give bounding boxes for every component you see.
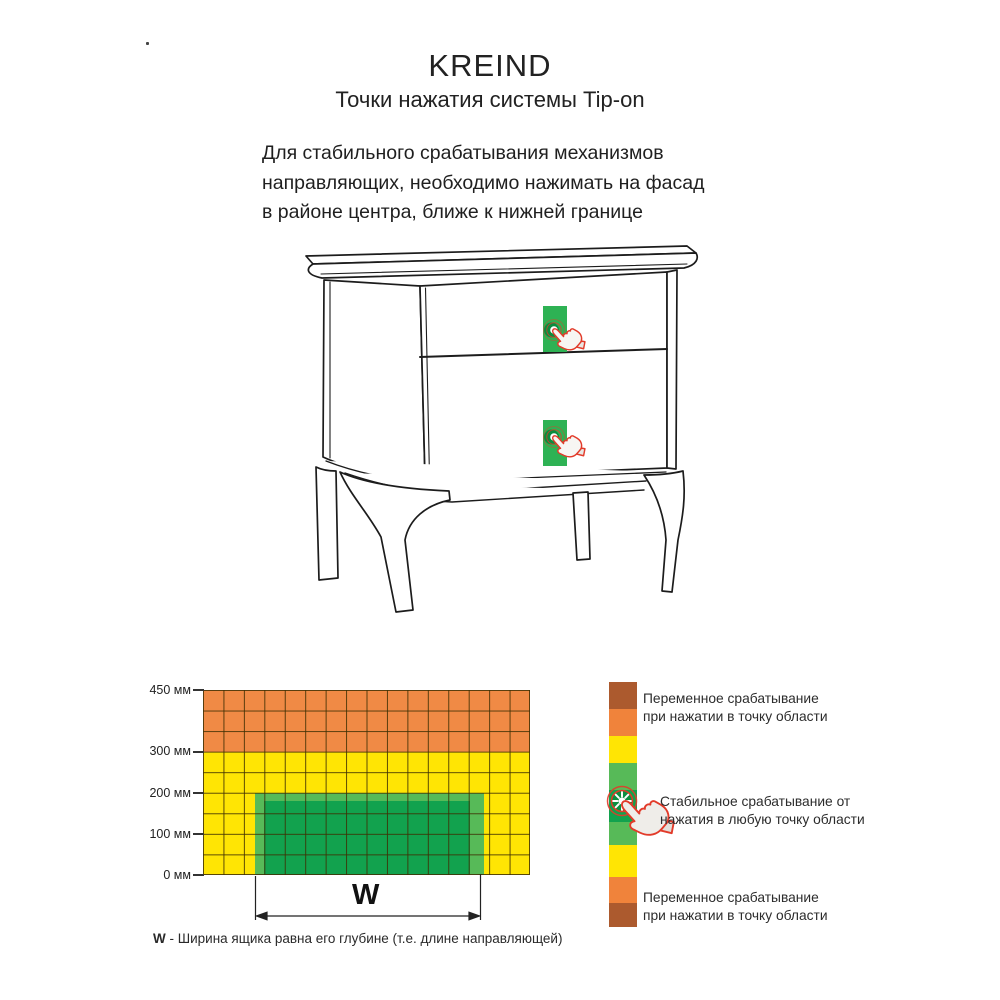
legend-item-line: нажатия в любую точку области [660, 811, 865, 827]
tick-mark [193, 874, 204, 876]
tick-label-300: 300 мм [149, 744, 191, 758]
intro-paragraph [262, 139, 705, 228]
caption-bold: W [153, 931, 166, 946]
legend-segment-orange-top [609, 709, 637, 736]
leg-rear-left [316, 467, 338, 580]
intro-line-2: направляющих, необходимо нажимать на фасад [262, 171, 705, 194]
caption-text: - Ширина ящика равна его глубине (т.е. длине направляющей) [165, 931, 563, 946]
legend-segment-brown-bottom [609, 903, 637, 927]
tick-mark [193, 689, 204, 691]
legend-segment-orange-bottom [609, 877, 637, 903]
legend-item-line: при нажатии в точку области [643, 907, 828, 923]
intro-line-1: Для стабильного срабатывания механизмов [262, 142, 664, 164]
legend-item-stable [660, 793, 865, 828]
stray-dot [146, 42, 149, 45]
zone-chart [203, 690, 530, 875]
leg-front-right [644, 471, 684, 592]
tick-mark [193, 833, 204, 835]
tick-label-450: 450 мм [149, 683, 191, 697]
cabinet-right-stile [667, 270, 677, 469]
tick-label-200: 200 мм [149, 786, 191, 800]
legend-segment-yellow-top [609, 736, 637, 763]
legend-item-variable-bottom [643, 889, 828, 924]
page-subtitle: Точки нажатия системы Tip-on [335, 87, 645, 112]
tick-label-0: 0 мм [163, 868, 191, 882]
chart-caption [153, 931, 562, 946]
cabinet-side-panel [323, 280, 425, 478]
intro-line-3: в районе центра, ближе к нижней границе [262, 201, 643, 223]
legend-segment-brown-top [609, 682, 637, 709]
leg-front-left [340, 472, 450, 612]
legend-item-variable-top [643, 690, 828, 725]
legend-item-line: Переменное срабатывание [643, 890, 819, 905]
leg-rear-right [573, 492, 590, 560]
grid-lines [203, 690, 530, 875]
brand-title: KREIND [428, 48, 552, 83]
legend-item-line: при нажатии в точку области [643, 708, 828, 724]
legend-segment-yellow-bottom [609, 845, 637, 877]
tick-mark [193, 751, 204, 753]
tick-mark [193, 792, 204, 794]
cabinet-illustration [250, 240, 750, 640]
tick-label-100: 100 мм [149, 827, 191, 841]
width-label: W [352, 879, 380, 911]
legend-item-line: Переменное срабатывание [643, 691, 819, 706]
cabinet-line-art [306, 246, 697, 612]
legend-item-line: Стабильное срабатывание от [660, 794, 851, 809]
width-measure [240, 870, 540, 930]
